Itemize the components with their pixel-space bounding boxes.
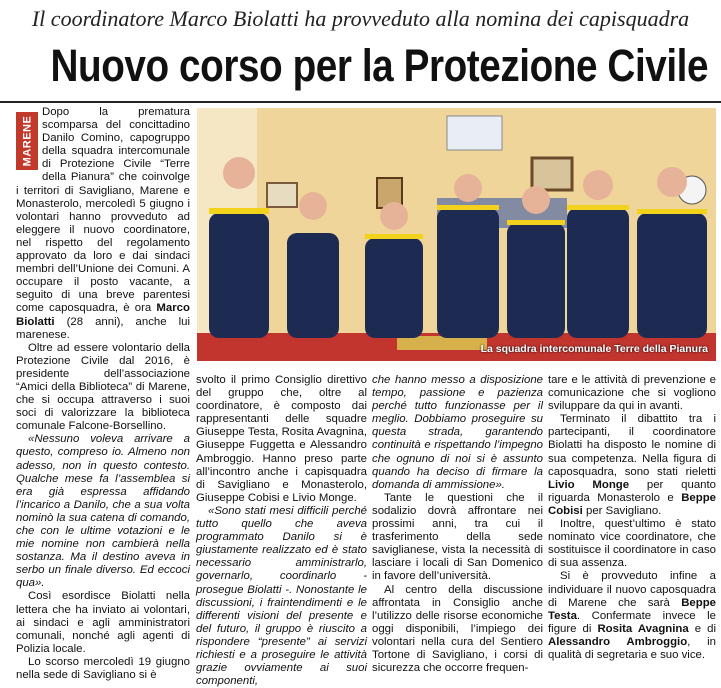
quote-paragraph: «Nessuno voleva arrivare a questo, compreso io. Almeno non adesso, non in questo contesto. Qualche mese fa l’assemblea si era già espressa affidando l’incarico a Danilo, che a sua volta nominò la sua catena di comando, che con le ultime votazioni e le mie nomine non cambierà nella sostanza. Ma il destino aveva in serbo un finale diverso. Ed eccoci qua».	[16, 433, 190, 590]
paragraph: Così esordisce Biolatti nella lettera che ha inviato ai volontari, ai sindaci e agli amministratori comunali, nonché agli agenti di Polizia locale.	[16, 590, 190, 655]
paragraph: Inoltre, quest’ultimo è stato nominato vice coordinatore, che sostituisce il coordinatore in caso di sua assenza.	[548, 518, 716, 570]
paragraph: Terminato il dibattito tra i partecipanti, il coordinatore Biolatti ha disposto le nomine di sua competenza. Nella figura di caposquadra, sono stati rieletti Livio Monge per quanto riguarda Monasterolo e Beppe Cobisi per Savigliano.	[548, 413, 717, 517]
divider	[0, 101, 721, 103]
paragraph: svolto il primo Consiglio direttivo del gruppo che, oltre al coordinatore, è composto dai rappresentanti delle squadre Giuseppe Testa, Rosita Avagnina, Giuseppe Fuggetta e Alessandro Ambroggio. Hanno preso parte all’incontro anche i capisquadra di Savigliano e Monasterolo, Giuseppe Cobisi e Livio Monge.	[196, 374, 367, 504]
photo-caption: La squadra intercomunale Terre della Pianura	[480, 343, 708, 355]
paragraph: Al centro della discussione affrontata in Consiglio anche l’utilizzo delle risorse economiche oggi disponibili, l’impiego dei volontari nella cura del Sentiero Tortone di Savigliano, i corsi di sicurezza che occorre frequen-	[372, 583, 543, 675]
paragraph: Si è provveduto infine a individuare il nuovo caposquadra di Marene che sarà Beppe Testa. Confermate invece le figure di Rosita Avagnina e di Alessandro Ambroggio, in qualità di segretaria e suo vice.	[548, 570, 717, 661]
paragraph: tare e le attività di prevenzione e comunicazione che si vogliono sviluppare da qui in avanti.	[548, 374, 716, 413]
paragraph: Dopo la prematura scomparsa del concittadino Danilo Comino, capogruppo della squadra intercomunale di Protezione Civile “Terre della Pianura” che coinvolge i territori di Savigliano, Marene e Monasterolo, mercoledì 5 giugno i volontari hanno provveduto ad eleggere il nuovo coordinatore, nel rispetto del regolamento approvato da loro e dai sindaci membri dell’Unione dei Comuni. A occupare il posto vacante, a seguito di una breve parentesi come caposquadra, è ora Marco Biolatti (28 anni), anche lui marenese.	[16, 106, 190, 341]
quote-paragraph: «Sono stati mesi difficili perché tutto quello che aveva programmato Danilo si è giustamente realizzato ed è stato necessario amministrarlo, governarlo, coordinarlo - prosegue Biolatti -. Nonostante le discussioni, i fraintendimenti e le differenti visioni del presente e del futuro, il gruppo è riuscito a rispondere “presente” ai servizi richiesti e a proseguire le attività grazie ovviamente ai suoi componenti,	[196, 504, 367, 688]
paragraph: Oltre ad essere volontario della Protezione Civile dal 2016, è presidente dell’associazione “Amici della Biblioteca” di Marene, che si occupa attraverso i suoi soci di valorizzare la biblioteca comunale Falcone-Borsellino.	[16, 341, 190, 433]
group-photo-illustration	[197, 108, 716, 361]
article-column-1	[16, 106, 190, 682]
paragraph: Tante le questioni che il sodalizio dovrà affrontare nei prossimi anni, tra cui il trasferimento della sede saviglianese, vista la necessità di lasciare i locali di San Domenico in favore dell’università.	[372, 491, 543, 583]
article-column-4	[548, 374, 716, 662]
section-tag: MARENE	[16, 112, 38, 170]
kicker: Il coordinatore Marco Biolatti ha provveduto alla nomina dei capisquadra	[31, 6, 690, 31]
paragraph: Lo scorso mercoledì 19 giugno nella sede di Savigliano si è	[16, 655, 190, 682]
article-column-3	[372, 374, 543, 675]
quote-paragraph: che hanno messo a disposizione tempo, passione e pazienza perché tutto funzionasse per il meglio. Dobbiamo proseguire su questa strada, garantendo continuità e rispettando l’impegno che ognuno di noi si è assunto quando ha deciso di firmare la domanda di ammissione».	[372, 374, 543, 491]
group-photo	[197, 108, 716, 361]
article-column-2	[196, 374, 367, 688]
headline: Nuovo corso per la Protezione Civile	[50, 40, 709, 91]
